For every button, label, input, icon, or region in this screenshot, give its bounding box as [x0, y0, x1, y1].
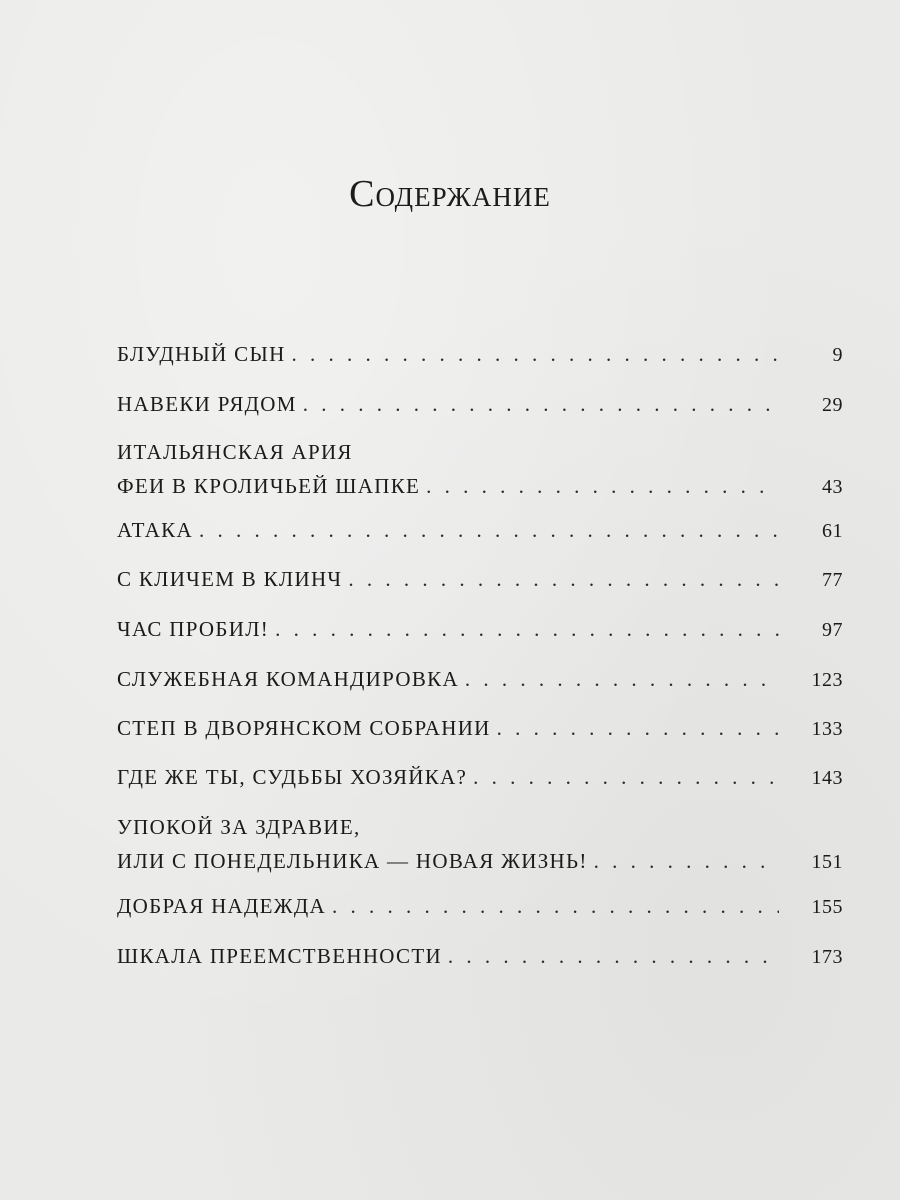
- toc-entry-title: С КЛИЧЕМ В КЛИНЧ: [117, 567, 343, 591]
- toc-entry-title: АТАКА: [117, 518, 193, 542]
- dot-leader: [420, 474, 779, 499]
- toc-entry[interactable]: [117, 716, 843, 750]
- toc-entry[interactable]: [117, 567, 843, 601]
- toc-entry[interactable]: [117, 894, 843, 928]
- toc-entry[interactable]: [117, 440, 843, 508]
- toc-entry-title: ЧАС ПРОБИЛ!: [117, 617, 270, 641]
- dot-leader: [588, 849, 779, 874]
- toc-page-number: 97: [822, 619, 843, 641]
- toc-entry-title: ГДЕ ЖЕ ТЫ, СУДЬБЫ ХОЗЯЙКА?: [117, 765, 468, 789]
- toc-entry-title-continued: ИЛИ С ПОНЕДЕЛЬНИКА — НОВАЯ ЖИЗНЬ!: [117, 849, 588, 873]
- toc-page-number: 123: [811, 669, 843, 691]
- dot-leader: [286, 342, 779, 367]
- table-of-contents: [117, 0, 843, 1200]
- dot-leader: [459, 667, 779, 692]
- toc-page-number: 143: [811, 767, 843, 789]
- toc-page-number: 77: [822, 569, 843, 591]
- toc-page-number: 29: [822, 394, 843, 416]
- dot-leader: [491, 716, 779, 741]
- toc-entry-title-continued: ФЕИ В КРОЛИЧЬЕЙ ШАПКЕ: [117, 474, 421, 498]
- dot-leader: [342, 567, 779, 592]
- toc-entry[interactable]: [117, 342, 843, 376]
- toc-entry[interactable]: [117, 392, 843, 426]
- toc-entry-title: УПОКОЙ ЗА ЗДРАВИЕ,: [117, 815, 361, 839]
- dot-leader: [297, 392, 779, 417]
- toc-page-number: 155: [811, 896, 843, 918]
- dot-leader: [193, 518, 779, 543]
- toc-entry[interactable]: [117, 667, 843, 701]
- toc-entry[interactable]: [117, 765, 843, 799]
- toc-entry[interactable]: [117, 617, 843, 651]
- toc-page-number: 43: [822, 476, 843, 498]
- toc-entry-title: НАВЕКИ РЯДОМ: [117, 392, 297, 416]
- toc-page-number: 133: [811, 718, 843, 740]
- dot-leader: [467, 765, 779, 790]
- toc-entry-title: СЛУЖЕБНАЯ КОМАНДИРОВКА: [117, 667, 459, 691]
- toc-page-number: 9: [832, 344, 843, 366]
- toc-page-number: 151: [811, 851, 843, 873]
- toc-page-number: 61: [822, 520, 843, 542]
- toc-page-number: 173: [811, 946, 843, 968]
- toc-entry-title: СТЕП В ДВОРЯНСКОМ СОБРАНИИ: [117, 716, 491, 740]
- dot-leader: [442, 944, 779, 969]
- page-title: Содержание: [349, 173, 551, 215]
- dot-leader: [269, 617, 779, 642]
- toc-entry-title: БЛУДНЫЙ СЫН: [117, 342, 286, 366]
- toc-entry-title: ИТАЛЬЯНСКАЯ АРИЯ: [117, 440, 353, 464]
- toc-entry[interactable]: [117, 518, 843, 552]
- dot-leader: [326, 894, 779, 919]
- toc-entry-title: ШКАЛА ПРЕЕМСТВЕННОСТИ: [117, 944, 442, 968]
- toc-entry[interactable]: [117, 815, 843, 883]
- toc-entry-title: ДОБРАЯ НАДЕЖДА: [117, 894, 326, 918]
- toc-entry[interactable]: [117, 944, 843, 978]
